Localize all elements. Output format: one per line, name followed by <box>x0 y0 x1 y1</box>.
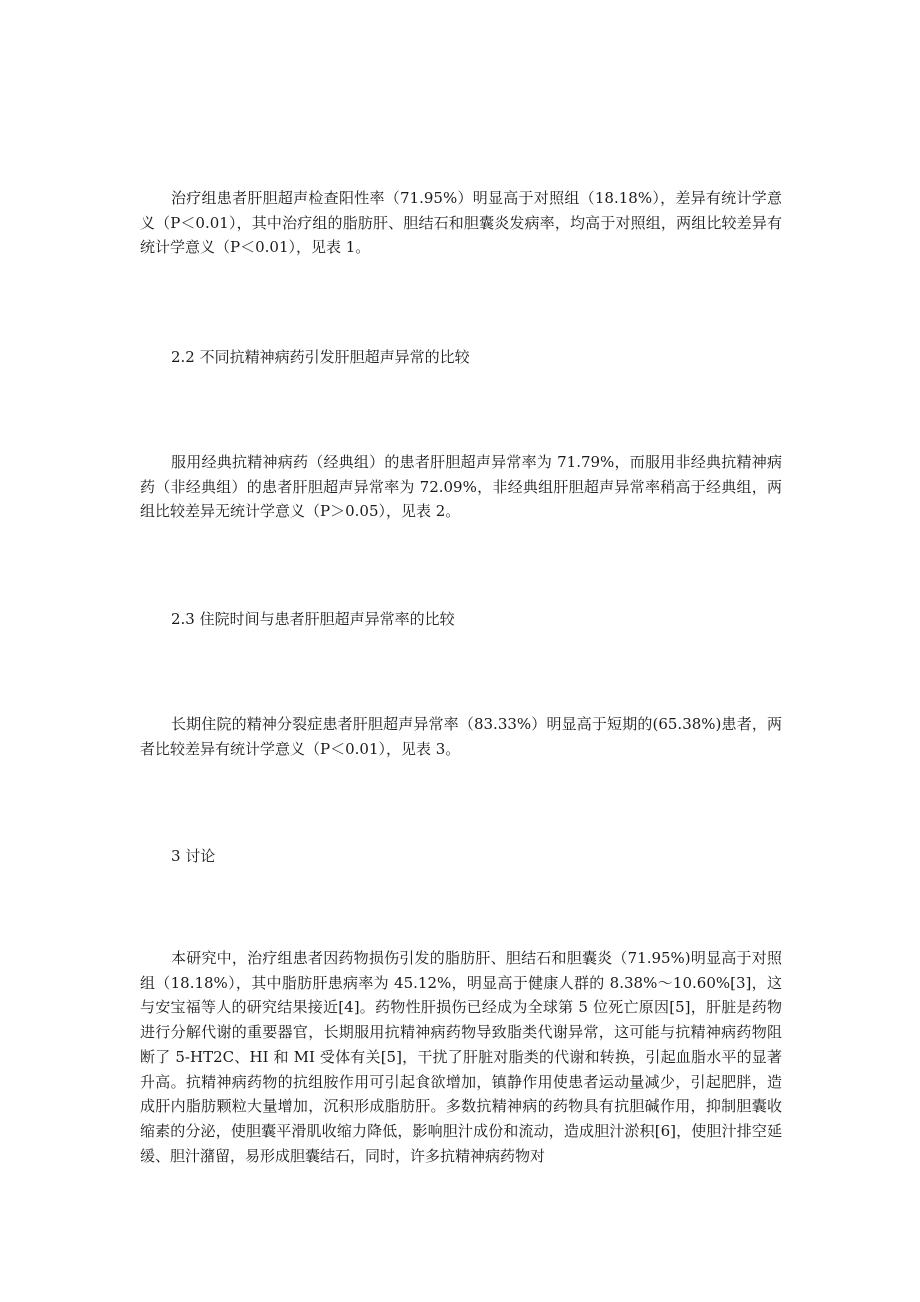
section-heading-2-3: 2.3 住院时间与患者肝胆超声异常率的比较 <box>171 610 455 628</box>
results-paragraph-2-2: 服用经典抗精神病药（经典组）的患者肝胆超声异常率为 71.79%，而服用非经典抗精神病药（非经典组）的患者肝胆超声异常率为 72.09%，非经典组肝胆超声异常率稍高于经典组，两组比较差异无统计学意义（P＞0.05），见表 2。 <box>140 453 782 521</box>
discussion-paragraph: 本研究中，治疗组患者因药物损伤引发的脂肪肝、胆结石和胆囊炎（71.95%)明显高于对照组（18.18%），其中脂肪肝患病率为 45.12%，明显高于健康人群的 8.38%～10.60%[3]，这与安宝福等人的研究结果接近[4]。药物性肝损伤已经成为全球第 5 位死亡原因[5]，肝脏是药物进行分解代谢的重要器官，长期服用抗精神病药物导致脂类代谢异常，这可能与抗精神病药物阻断了 5-HT2C、HI 和 MI 受体有关[5]，干扰了肝脏对脂类的代谢和转换，引起血脂水平的显著升高。抗精神病药物的抗组胺作用可引起食欲增加，镇静作用使患者运动量减少，引起肥胖，造成肝内脂肪颗粒大量增加，沉积形成脂肪肝。多数抗精神病的药物具有抗胆碱作用，抑制胆囊收缩素的分泌，使胆囊平滑肌收缩力降低，影响胆汁成份和流动，造成胆汁淤积[6]，使胆汁排空延缓、胆汁潴留，易形成胆囊结石，同时，许多抗精神病药物对 <box>140 949 782 1165</box>
section-heading-2-2: 2.2 不同抗精神病药引发肝胆超声异常的比较 <box>171 348 470 366</box>
section-heading-3: 3 讨论 <box>171 847 216 865</box>
results-paragraph-2-1: 治疗组患者肝胆超声检查阳性率（71.95%）明显高于对照组（18.18%），差异有统计学意义（P＜0.01），其中治疗组的脂肪肝、胆结石和胆囊炎发病率，均高于对照组，两组比较差异有统计学意义（P＜0.01），见表 1。 <box>140 189 782 257</box>
results-paragraph-2-3: 长期住院的精神分裂症患者肝胆超声异常率（83.33%）明显高于短期的(65.38%)患者，两者比较差异有统计学意义（P＜0.01），见表 3。 <box>140 715 782 758</box>
